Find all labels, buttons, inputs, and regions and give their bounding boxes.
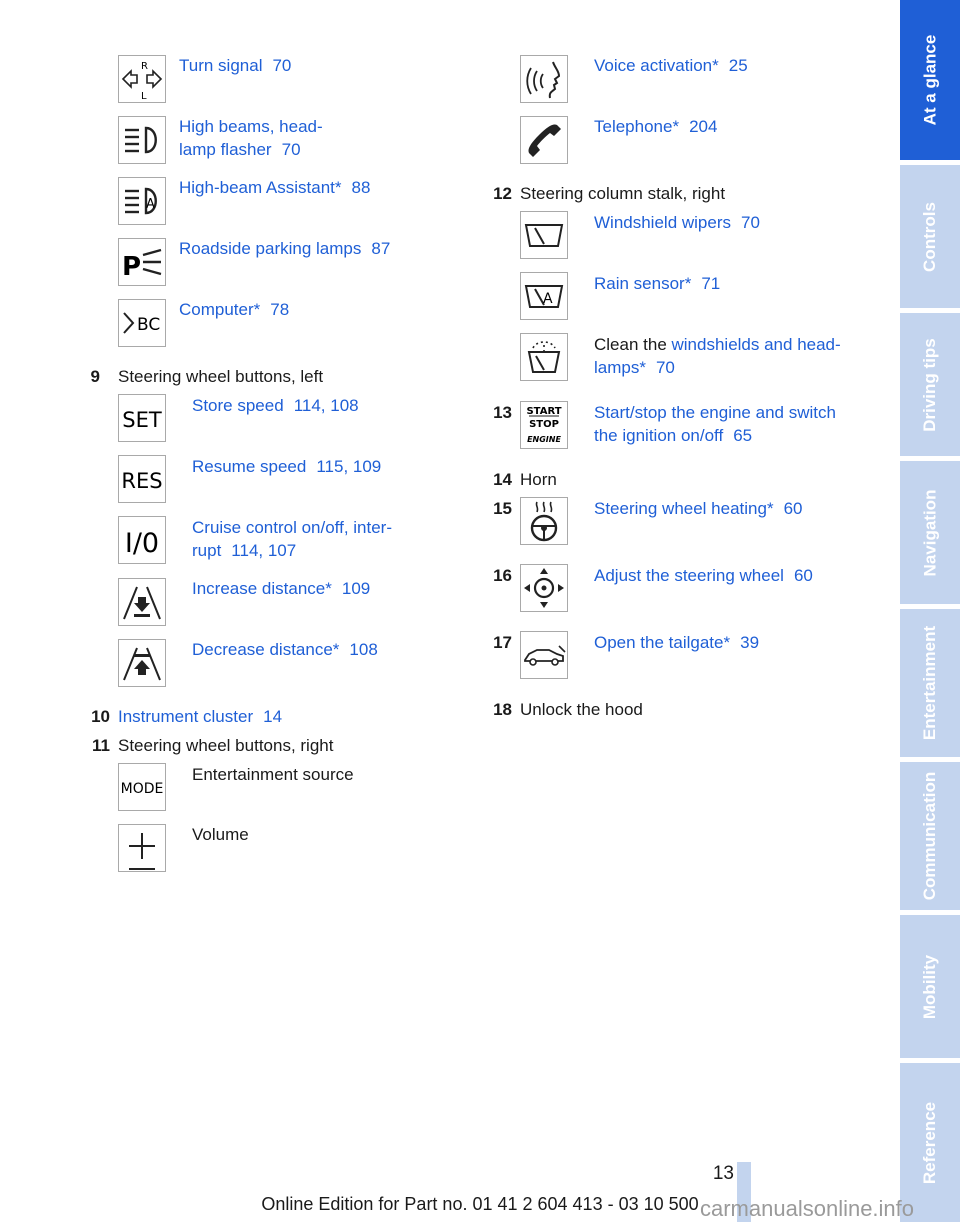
item-9-number: 9 [90, 367, 100, 386]
decrease-distance-icon [118, 639, 166, 687]
cruise-glyph: I/0 [124, 528, 160, 559]
cruise-control-entry[interactable] [192, 516, 392, 562]
washer-icon [520, 333, 568, 381]
store-speed-entry[interactable] [192, 394, 359, 417]
telephone-entry[interactable] [594, 115, 717, 138]
rain-sensor-icon [520, 272, 568, 320]
mode-glyph: MODE [120, 781, 164, 797]
steering-heat-icon [520, 497, 568, 545]
tailgate-icon [520, 631, 568, 679]
tab-navigation[interactable] [900, 461, 960, 604]
rain-sensor-page[interactable]: 71 [701, 274, 721, 293]
item-16-number: 16 [493, 566, 512, 585]
resume-speed-link[interactable]: Resume speed [192, 457, 307, 476]
res-glyph: RES [121, 469, 163, 493]
tab-mobility[interactable] [900, 915, 960, 1058]
section-sidebar [900, 0, 960, 1222]
adjust-steering-entry[interactable] [594, 564, 813, 587]
resume-speed-entry[interactable] [192, 455, 381, 478]
cruise-control-page[interactable]: 114, 107 [231, 541, 297, 560]
store-speed-link[interactable]: Store speed [192, 396, 284, 415]
voice-activation-link[interactable]: Voice activation* [594, 56, 719, 75]
windshield-wipers-link[interactable]: Windshield wipers [594, 213, 731, 232]
resume-speed-page[interactable]: 115, 109 [316, 457, 382, 476]
volume-label: Volume [192, 825, 249, 844]
computer-bc-icon [118, 299, 166, 347]
start-stop-icon [520, 401, 568, 449]
item-15-number: 15 [493, 499, 512, 518]
svg-text:A: A [543, 291, 553, 307]
decrease-distance-entry[interactable] [192, 638, 378, 661]
start-stop-page[interactable]: 65 [733, 426, 753, 445]
windshield-wipers-page[interactable]: 70 [741, 213, 760, 232]
item-12-label: Steering column stalk, right [520, 184, 726, 203]
adjust-steering-link[interactable]: Adjust the steering wheel [594, 566, 784, 585]
watermark: carmanualsonline.info [700, 1196, 915, 1221]
item-18-label: Unlock the hood [520, 700, 643, 719]
steering-heat-link[interactable]: Steering wheel heating* [594, 499, 774, 518]
page-number: 13 [712, 1163, 734, 1184]
cruise-control-link-2[interactable]: rupt [192, 541, 222, 560]
tab-communication[interactable] [900, 762, 960, 910]
tab-label: At a glance [920, 34, 940, 126]
high-beam-icon [118, 116, 166, 164]
wiper-icon [520, 211, 568, 259]
turn-signal-icon [118, 55, 166, 103]
computer-link[interactable]: Computer* [179, 300, 261, 319]
item-10-entry[interactable] [118, 705, 282, 728]
res-icon [118, 455, 166, 503]
tab-at-a-glance[interactable] [900, 0, 960, 160]
start-stop-entry[interactable] [594, 401, 836, 447]
tailgate-link[interactable]: Open the tailgate* [594, 633, 731, 652]
tab-label: Mobility [920, 954, 939, 1019]
increase-distance-link[interactable]: Increase distance* [192, 579, 332, 598]
high-beam-page[interactable]: 70 [281, 140, 301, 159]
telephone-page[interactable]: 204 [689, 117, 718, 136]
parking-lamps-icon [118, 238, 166, 286]
svg-text:R: R [141, 61, 148, 72]
tab-label: Driving tips [920, 337, 940, 432]
tab-driving-tips[interactable] [900, 313, 960, 456]
decrease-distance-link[interactable]: Decrease distance* [192, 640, 340, 659]
adjust-steering-page[interactable]: 60 [793, 566, 813, 585]
clean-windshield-link[interactable]: windshields and head- [671, 335, 841, 354]
volume-plus-icon [118, 824, 166, 872]
item-9-label: Steering wheel buttons, left [118, 367, 324, 386]
rain-sensor-entry[interactable] [594, 272, 720, 295]
parking-lamps-page[interactable]: 87 [371, 239, 391, 258]
clean-windshield-link-2[interactable]: lamps* [594, 358, 646, 377]
high-beam-assistant-page[interactable]: 88 [351, 178, 371, 197]
tab-label: Reference [920, 1101, 939, 1184]
instrument-cluster-link[interactable]: Instrument cluster [118, 707, 254, 726]
start-stop-link-2[interactable]: the ignition on/off [594, 426, 724, 445]
high-beam-link[interactable]: High beams, head- [179, 117, 323, 136]
item-11-number: 11 [92, 736, 110, 755]
computer-page[interactable]: 78 [270, 300, 290, 319]
clean-prefix: Clean the [594, 335, 672, 354]
item-11-label: Steering wheel buttons, right [118, 736, 334, 755]
high-beam-assistant-entry[interactable] [179, 176, 370, 199]
increase-distance-page[interactable]: 109 [341, 579, 371, 598]
adjust-steering-icon [520, 564, 568, 612]
high-beam-assistant-link[interactable]: High-beam Assistant* [179, 178, 342, 197]
svg-text:A: A [146, 197, 155, 212]
voice-activation-icon [520, 55, 568, 103]
decrease-distance-page[interactable]: 108 [349, 640, 378, 659]
item-13-number: 13 [493, 403, 512, 422]
windshield-wipers-entry[interactable] [594, 211, 760, 234]
tab-controls[interactable] [900, 165, 960, 308]
tab-label: Entertainment [920, 625, 940, 741]
item-17-number: 17 [493, 633, 512, 652]
item-14-number: 14 [493, 470, 512, 489]
parking-lamps-link[interactable]: Roadside parking lamps [179, 239, 362, 258]
turn-signal-link[interactable]: Turn signal [179, 56, 263, 75]
item-14-label: Horn [520, 470, 557, 489]
stop-glyph: STOP [529, 419, 559, 430]
high-beam-entry[interactable] [179, 115, 323, 161]
entertainment-source-label: Entertainment source [192, 765, 354, 784]
clean-windshield-entry[interactable] [594, 333, 841, 379]
svg-text:L: L [141, 91, 147, 102]
computer-entry[interactable] [179, 298, 289, 321]
engine-glyph: ENGINE [527, 435, 561, 444]
high-beam-assistant-icon [118, 177, 166, 225]
tailgate-page[interactable]: 39 [740, 633, 760, 652]
tailgate-entry[interactable] [594, 631, 759, 654]
svg-text:BC: BC [137, 315, 161, 335]
turn-signal-entry[interactable] [179, 54, 291, 77]
item-18-number: 18 [493, 700, 512, 719]
telephone-icon [520, 116, 568, 164]
instrument-cluster-page[interactable]: 14 [263, 707, 283, 726]
store-speed-page[interactable]: 114, 108 [293, 396, 359, 415]
high-beam-link-2[interactable]: lamp flasher [179, 140, 272, 159]
tab-label: Controls [920, 201, 940, 272]
voice-activation-entry[interactable] [594, 54, 748, 77]
telephone-link[interactable]: Telephone* [594, 117, 680, 136]
turn-signal-page[interactable]: 70 [272, 56, 292, 75]
parking-lamps-entry[interactable] [179, 237, 390, 260]
voice-activation-page[interactable]: 25 [728, 56, 748, 75]
tab-entertainment[interactable] [900, 609, 960, 757]
tab-label: Communication [920, 771, 940, 901]
set-icon [118, 394, 166, 442]
steering-heat-page[interactable]: 60 [783, 499, 803, 518]
clean-windshield-page[interactable]: 70 [655, 358, 675, 377]
steering-heat-entry[interactable] [594, 497, 803, 520]
rain-sensor-link[interactable]: Rain sensor* [594, 274, 692, 293]
footer-text: Online Edition for Part no. 01 41 2 604 413 - 03 10 500 [261, 1194, 699, 1214]
start-glyph: START [526, 406, 562, 417]
mode-icon [118, 763, 166, 811]
tab-label: Navigation [920, 489, 939, 576]
set-glyph: SET [122, 408, 162, 432]
item-12-number: 12 [493, 184, 512, 203]
cruise-onoff-icon [118, 516, 166, 564]
cruise-control-link[interactable]: Cruise control on/off, inter- [192, 518, 392, 537]
increase-distance-icon [118, 578, 166, 626]
start-stop-link[interactable]: Start/stop the engine and switch [594, 403, 836, 422]
item-10-number: 10 [91, 707, 110, 726]
svg-text:P: P [122, 252, 142, 282]
increase-distance-entry[interactable] [192, 577, 370, 600]
